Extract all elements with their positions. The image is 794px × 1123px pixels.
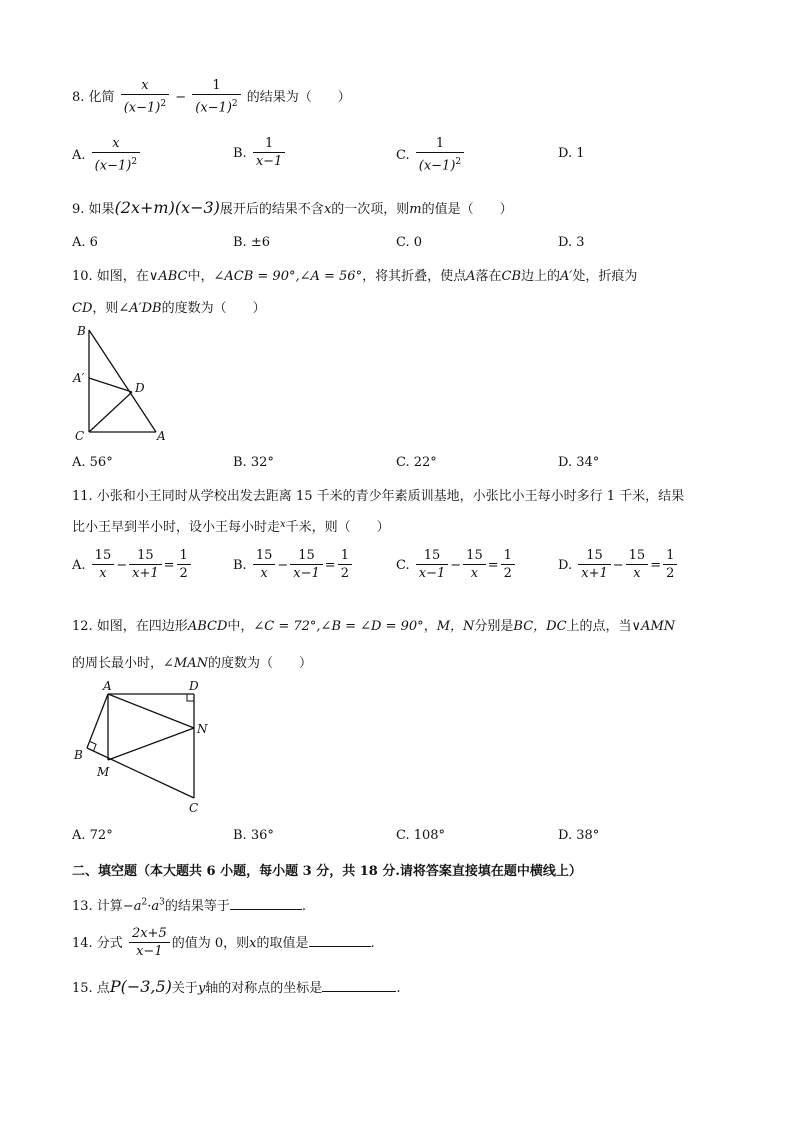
q10-triangle-figure xyxy=(70,322,180,446)
q8-option-a[interactable]: A. $\frac{x}{(x-1)^2}$ xyxy=(72,136,142,175)
q10-label-a-prime: A′ xyxy=(73,371,85,385)
q12-label-n: N xyxy=(197,722,208,736)
q12-label-a: A xyxy=(103,679,112,693)
question-8-stem: 8. 化简 $\frac{x}{(x-1)^2}$ − $\frac{1}{(x-1)^2}$ 的结果为（ ） xyxy=(72,78,351,116)
q10-option-b[interactable]: B. 32° xyxy=(233,455,274,470)
q12-option-a[interactable]: A. 72° xyxy=(72,828,113,843)
question-11-stem-line2: 比小王早到半小时，设小王每小时走$^x$千米，则（ ） xyxy=(72,519,390,535)
q15-answer-blank[interactable] xyxy=(322,977,396,992)
q12-option-d[interactable]: D. 38° xyxy=(558,828,600,843)
question-10-stem-line1: 10. 如图，在∨ABC中，∠ACB = 90°,∠A = 56°，将其折叠，使点A落在CB边上的A′处，折痕为 xyxy=(72,269,638,284)
q10-label-b: B xyxy=(77,324,86,338)
q8-fraction-2: $\frac{1}{(x-1)^2}$ xyxy=(192,78,240,117)
question-14: 14. 分式 $\frac{2x+5}{x-1}$ 的值为 0，则x的取值是 . xyxy=(72,926,375,959)
q11-option-b[interactable]: B. $\frac{15}{x}$ − $\frac{15}{x-1}$ = $\frac{1}{2}$ xyxy=(233,548,354,583)
q8-option-d[interactable]: D. 1 xyxy=(558,146,585,161)
q10-label-c: C xyxy=(75,429,85,443)
q12-label-m: M xyxy=(97,765,110,779)
q12-label-b: B xyxy=(74,748,83,762)
q9-option-d[interactable]: D. 3 xyxy=(558,235,585,250)
q11-option-a[interactable]: A. $\frac{15}{x}$ − $\frac{15}{x+1}$ = $\frac{1}{2}$ xyxy=(72,548,193,583)
q12-option-c[interactable]: C. 108° xyxy=(396,828,446,843)
q10-option-a[interactable]: A. 56° xyxy=(72,455,113,470)
q8-option-c[interactable]: C. $\frac{1}{(x-1)^2}$ xyxy=(396,136,466,175)
q10-label-a: A xyxy=(157,429,166,443)
q8-fraction-1: $\frac{x}{(x-1)^2}$ xyxy=(121,78,169,117)
q11-option-c[interactable]: C. $\frac{15}{x-1}$ − $\frac{15}{x}$ = $\frac{1}{2}$ xyxy=(396,548,517,583)
question-9-stem: 9. 如果(2x+m)(x−3)展开后的结果不含x的一次项，则m的值是（ ） xyxy=(72,198,513,217)
q9-option-b[interactable]: B. ±6 xyxy=(233,235,270,250)
question-10-stem-line2: CD，则∠A′DB的度数为（ ） xyxy=(72,301,266,316)
q14-answer-blank[interactable] xyxy=(309,932,371,947)
q9-option-a[interactable]: A. 6 xyxy=(72,235,98,250)
q12-label-c: C xyxy=(189,801,199,815)
q12-label-d: D xyxy=(189,679,199,693)
question-11-stem-line1: 11. 小张和小王同时从学校出发去距离 15 千米的青少年素质训基地，小张比小王每小时多行 1 千米，结果 xyxy=(72,489,685,504)
section-2-heading: 二、填空题（本大题共 6 小题，每小题 3 分，共 18 分.请将答案直接填在题中横线上） xyxy=(72,864,582,879)
q12-quadrilateral-figure xyxy=(70,676,220,820)
question-13: 13. 计算$-a^2\cdot a^3$的结果等于 . xyxy=(72,895,306,914)
question-15: 15. 点P(−3,5)关于y轴的对称点的坐标是 . xyxy=(72,977,401,996)
q10-label-d: D xyxy=(135,381,145,395)
q13-answer-blank[interactable] xyxy=(230,895,302,910)
q10-option-c[interactable]: C. 22° xyxy=(396,455,437,470)
question-12-stem-line2: 的周长最小时，∠MAN的度数为（ ） xyxy=(72,656,312,671)
question-12-stem-line1: 12. 如图，在四边形ABCD中，∠C = 72°,∠B = ∠D = 90°，M，N分别是BC，DC上的点，当∨AMN xyxy=(72,619,676,634)
q11-option-d[interactable]: D. $\frac{15}{x+1}$ − $\frac{15}{x}$ = $\frac{1}{2}$ xyxy=(558,548,679,583)
q10-option-d[interactable]: D. 34° xyxy=(558,455,600,470)
q9-option-c[interactable]: C. 0 xyxy=(396,235,423,250)
q12-option-b[interactable]: B. 36° xyxy=(233,828,274,843)
q8-option-b[interactable]: B. $\frac{1}{x-1}$ xyxy=(233,136,287,171)
